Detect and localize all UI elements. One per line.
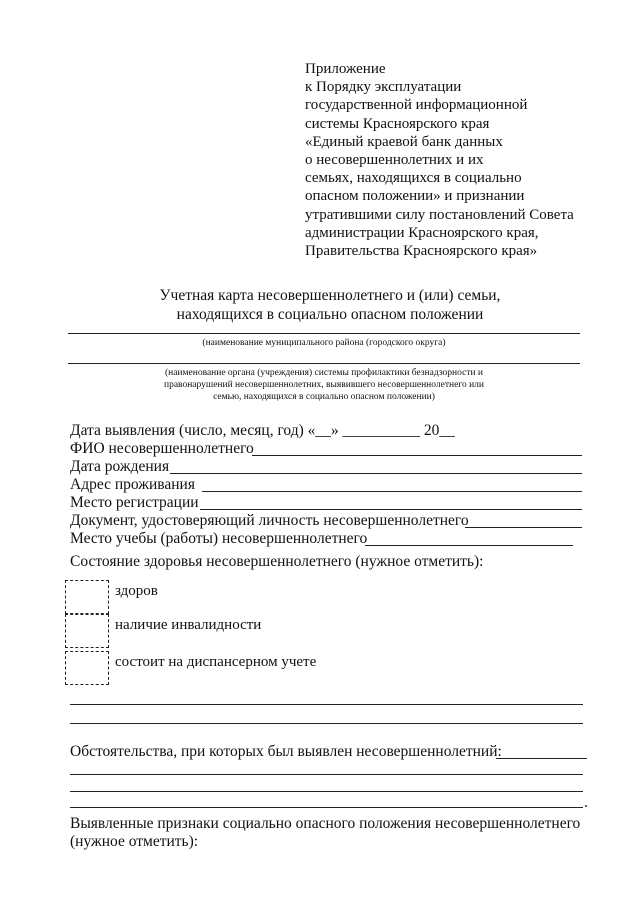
annex-line: опасном положении» и признании — [305, 188, 525, 205]
municipality-line[interactable] — [68, 333, 580, 334]
registration-input[interactable] — [200, 509, 582, 510]
birth-date-label: Дата рождения — [70, 458, 170, 475]
annex-line: Правительства Красноярского края» — [305, 243, 538, 260]
health-heading: Состояние здоровья несовершеннолетнего (нужное отметить): — [70, 553, 484, 570]
circumstances-line-3[interactable] — [70, 807, 583, 808]
card-title-line-1: Учетная карта несовершеннолетнего и (или) семьи, — [159, 287, 501, 304]
id-document-input[interactable] — [465, 527, 582, 528]
full-name-input[interactable] — [252, 455, 582, 456]
annex-line: администрации Красноярского края, — [305, 224, 539, 241]
annex-line: к Порядку эксплуатации — [305, 79, 462, 96]
organ-caption-1: (наименование органа (учреждения) системы профилактики безнадзорности и — [164, 368, 484, 378]
organ-line[interactable] — [68, 363, 580, 364]
signs-heading-line-2: (нужное отметить): — [70, 833, 199, 850]
annex-line: «Единый краевой банк данных — [305, 133, 503, 150]
organ-caption-3: семью, находящихся в социально опасном положении) — [213, 392, 435, 402]
birth-date-input[interactable] — [170, 473, 582, 474]
circumstances-input[interactable] — [496, 758, 587, 759]
annex-line: государственной информационной — [305, 97, 528, 114]
annex-line: системы Красноярского края — [305, 115, 490, 132]
address-label: Адрес проживания — [70, 476, 195, 493]
annex-line: Приложение — [305, 61, 386, 77]
healthy-checkbox[interactable] — [65, 580, 109, 614]
study-place-input[interactable] — [365, 545, 573, 546]
annex-line: семьях, находящихся в социально — [305, 170, 522, 187]
registration-label: Место регистрации — [70, 494, 199, 511]
municipality-caption: (наименование муниципального района (городского округа) — [202, 338, 446, 348]
signs-heading-line-1: Выявленные признаки социально опасного положения несовершеннолетнего — [70, 815, 581, 832]
annex-line: о несовершеннолетних и их — [305, 152, 484, 169]
detection-date-field[interactable]: Дата выявления (число, месяц, год) «__» __________ 20__ — [70, 422, 455, 439]
disability-option-label: наличие инвалидности — [115, 617, 262, 633]
annex-block — [305, 60, 625, 260]
full-name-label: ФИО несовершеннолетнего — [70, 440, 254, 457]
health-notes-line-1[interactable] — [70, 704, 583, 705]
circumstances-label: Обстоятельства, при которых был выявлен несовершеннолетний: — [70, 743, 502, 760]
address-input[interactable] — [202, 491, 582, 492]
card-title-line-2: находящихся в социально опасном положении — [176, 306, 484, 323]
organ-caption-2: правонарушений несовершеннолетних, выявившего несовершеннолетнего или — [164, 380, 484, 390]
dispensary-checkbox[interactable] — [65, 651, 109, 685]
disability-checkbox[interactable] — [65, 614, 109, 648]
health-notes-line-2[interactable] — [70, 723, 583, 724]
healthy-option-label: здоров — [115, 583, 158, 599]
circumstances-line-1[interactable] — [70, 774, 583, 775]
circumstances-end-mark: . — [584, 794, 588, 811]
dispensary-option-label: состоит на диспансерном учете — [115, 654, 317, 670]
study-place-label: Место учебы (работы) несовершеннолетнего — [70, 530, 368, 547]
id-document-label: Документ, удостоверяющий личность несовершеннолетнего — [70, 512, 469, 529]
circumstances-line-2[interactable] — [70, 791, 583, 792]
annex-line: утратившими силу постановлений Совета — [305, 206, 574, 223]
